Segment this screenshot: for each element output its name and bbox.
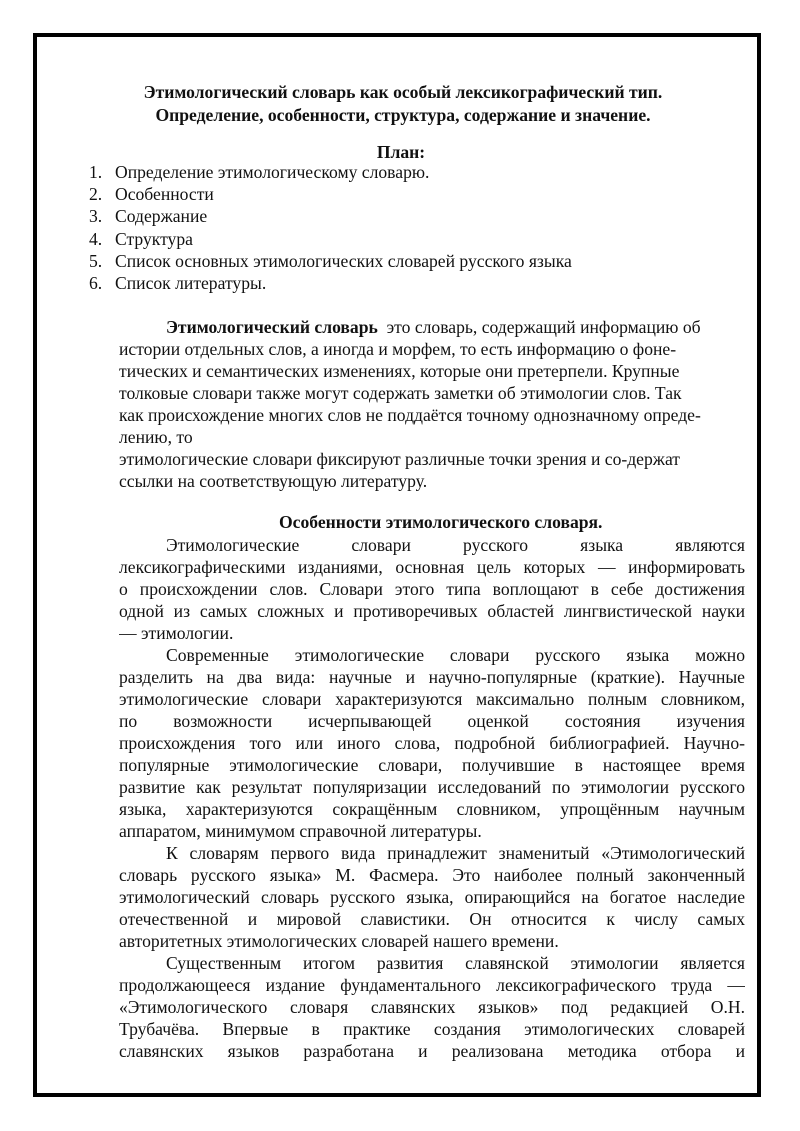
definition-line: лению, то	[119, 427, 193, 447]
definition-line: толковые словари также могут содержать заметки об этимологии слов. Так	[119, 383, 682, 403]
body-line: — этимологии.	[119, 623, 234, 643]
body-line: словарь русского языка» М. Фасмера. Это наиболее полный законченный	[119, 865, 745, 885]
body-line: одной из самых сложных и противоречивых областей лингвистической науки	[119, 601, 745, 621]
plan-item-text: Особенности	[115, 184, 214, 205]
body-line: Современные этимологические словари русского языка можно	[166, 645, 745, 665]
page-border	[33, 33, 761, 1097]
plan-item-number: 1.	[89, 162, 103, 182]
body-line: языка, характеризуются сокращённым словником, упрощённым научным	[119, 799, 745, 819]
body-line: развитие как результат популяризации исследований по этимологии русского	[119, 777, 745, 797]
plan-item	[89, 161, 572, 183]
plan-item	[89, 228, 572, 250]
plan-item-number: 6.	[89, 272, 103, 293]
definition-line: ссылки на соответствующую литературу.	[119, 471, 428, 491]
definition-line: тических и семантических изменениях, которые они претерпели. Крупные	[119, 361, 680, 381]
plan-item	[89, 250, 572, 272]
definition-term: Этимологический словарь	[166, 317, 378, 337]
body-line: происхождения того или иного слова, подробной библиографией. Научно-	[119, 733, 745, 753]
body-line: Трубачёва. Впервые в практике создания этимологических словарей	[119, 1019, 745, 1039]
document-title-line-2: Определение, особенности, структура, содержание и значение.	[155, 105, 651, 125]
body-line: продолжающееся издание фундаментального лексикографического труда —	[119, 975, 745, 995]
plan-item-text: Содержание	[115, 206, 208, 227]
body-line: К словарям первого вида принадлежит знаменитый «Этимологический	[166, 843, 745, 863]
body-line: Существенным итогом развития славянской этимологии является	[166, 953, 745, 973]
plan-item-text: Структура	[115, 228, 193, 249]
plan-item-number: 5.	[89, 250, 103, 271]
plan-item-text: Список литературы.	[115, 272, 267, 293]
plan-item	[89, 183, 572, 205]
body-line: по возможности исчерпывающей оценкой состояния изучения	[119, 711, 745, 731]
section-heading: Особенности этимологического словаря.	[279, 512, 603, 532]
document-title-line-1: Этимологический словарь как особый лексикографический тип.	[143, 82, 663, 102]
definition-line: как происхождение многих слов не поддаётся точному однозначному опреде-	[119, 405, 701, 425]
body-line: отечественной и мировой славистики. Он относится к числу самых	[119, 909, 745, 929]
body-line: славянских языков разработана и реализована методика отбора и	[119, 1041, 745, 1061]
definition-line: истории отдельных слов, а иногда и морфем, то есть информацию о фоне-	[119, 339, 677, 359]
plan-item	[89, 272, 572, 294]
definition-first-line-text: это словарь, содержащий информацию об	[386, 317, 701, 337]
definition-first-line	[166, 316, 745, 340]
plan-item-text: Список основных этимологических словарей русского языка	[115, 250, 572, 271]
body-line: «Этимологического словаря славянских языков» под редакцией О.Н.	[119, 997, 745, 1017]
body-line: лексикографическими изданиями, основная цель которых — информировать	[119, 557, 745, 577]
definition-line: этимологические словари фиксируют различные точки зрения и со-держат	[119, 449, 680, 469]
body-line: авторитетных этимологических словарей нашего времени.	[119, 931, 559, 951]
plan-item-number: 3.	[89, 206, 103, 227]
body-line: этимологический словарь русского языка, опирающийся на богатое наследие	[119, 887, 745, 907]
plan-item-number: 4.	[89, 228, 103, 249]
body-line: аппаратом, минимумом справочной литературы.	[119, 821, 482, 841]
document-page	[37, 37, 757, 1093]
plan-item-text: Определение этимологическому словарю.	[115, 162, 430, 182]
body-line: этимологические словари характеризуются максимально полным словником,	[119, 689, 745, 709]
body-line: популярные этимологические словари, получившие в настоящее время	[119, 755, 745, 775]
body-line: Этимологические словари русского языка являются	[166, 535, 745, 555]
plan-item-number: 2.	[89, 184, 103, 205]
body-line: разделить на два вида: научные и научно-популярные (краткие). Научные	[119, 667, 745, 687]
plan-list	[89, 161, 572, 294]
plan-heading: План:	[376, 142, 426, 162]
plan-item	[89, 205, 572, 227]
body-line: о происхождении слов. Словари этого типа воплощают в себе достижения	[119, 579, 745, 599]
